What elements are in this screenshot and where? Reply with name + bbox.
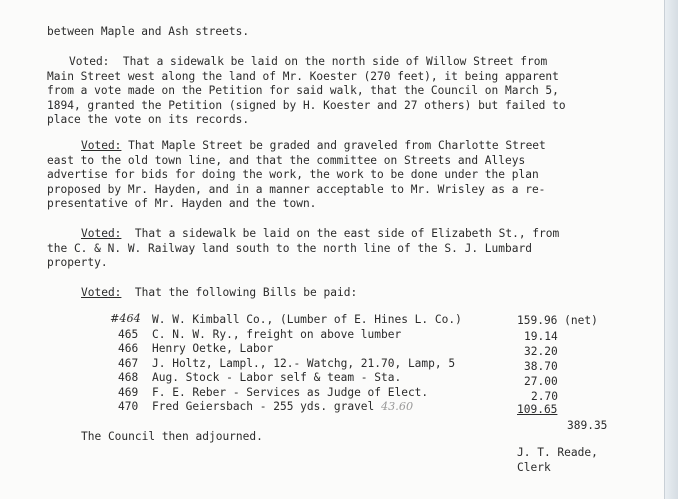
para4-text: That the following Bills be paid:	[134, 286, 358, 299]
para3-line-3: property.	[47, 256, 108, 269]
para2-first-line	[81, 139, 546, 153]
para1-line-2: Main Street west along the land of Mr. Koester (270 feet), it being apparent	[47, 69, 559, 83]
para1-line-4: 1894, granted the Petition (signed by H. Koester and 27 others) but failed to	[47, 98, 566, 112]
bill-amount: 38.70	[524, 360, 558, 373]
page-edge	[664, 0, 678, 499]
bill-description: Aug. Stock - Labor self & team - Sta.	[152, 371, 402, 384]
bill-amount: 109.65	[517, 403, 558, 416]
signature-title: Clerk	[517, 460, 551, 474]
bill-number: 470	[118, 400, 139, 413]
bill-amount: 2.70	[531, 390, 558, 403]
closing-line: The Council then adjourned.	[81, 430, 263, 443]
bill-amount: 19.14	[524, 330, 558, 343]
bill-description: Henry Oetke, Labor	[152, 342, 274, 355]
bill-amount: 32.20	[524, 345, 558, 358]
para1-line-1: That a sidewalk be laid on the north side of Willow Street from	[122, 55, 548, 68]
para3-line-2: the C. & N. W. Railway land south to the north line of the S. J. Lumbard	[47, 241, 532, 255]
para2-line-1: That Maple Street be graded and graveled from Charlotte Street	[128, 139, 546, 152]
para1-line-5: place the vote on its records.	[47, 113, 250, 126]
para1-line-3: from a vote made on the Petition for said walk, that the Council on March 5,	[47, 84, 559, 97]
bill-amount: 159.96 (net)	[517, 314, 598, 327]
para3-first-line	[81, 227, 559, 241]
para4-line	[81, 286, 357, 300]
para3-line-1: That a sidewalk be laid on the east side of Elizabeth St., from	[134, 227, 560, 240]
para2-voted-label: Voted:	[81, 139, 122, 152]
para1-first-line	[69, 55, 547, 69]
bill-handwritten-note: 43.60	[381, 400, 414, 413]
para2-line-3: advertise for bids for doing the work, the work to be done under the plan	[47, 168, 539, 181]
para2-line-2: east to the old town line, and that the committee on Streets and Alleys	[47, 153, 526, 167]
para1-voted-label: Voted:	[69, 55, 110, 68]
para3-voted-label: Voted:	[81, 227, 122, 240]
bill-number: 467	[118, 356, 139, 370]
bill-description	[152, 400, 413, 414]
bill-number: #464	[110, 312, 141, 325]
bill-number: 468	[118, 371, 139, 384]
bill-number: 469	[118, 385, 139, 399]
bill-description: J. Holtz, Lampl., 12.- Watchg, 21.70, Lamp, 5	[152, 356, 456, 370]
bill-number: 466	[118, 342, 139, 355]
signature-name: J. T. Reade,	[517, 446, 598, 459]
bill-description: W. W. Kimball Co., (Lumber of E. Hines L. Co.)	[152, 313, 462, 326]
bill-description: C. N. W. Ry., freight on above lumber	[152, 327, 402, 341]
para2-line-4: proposed by Mr. Hayden, and in a manner acceptable to Mr. Wrisley as a re-	[47, 182, 546, 196]
bill-description-text: Fred Geiersbach - 255 yds. gravel	[152, 400, 375, 413]
bill-amount: 27.00	[524, 375, 558, 388]
intro-line: between Maple and Ash streets.	[47, 25, 250, 38]
bill-number: 465	[118, 327, 139, 341]
bills-total: 389.35	[567, 419, 608, 432]
bill-description: F. E. Reber - Services as Judge of Elect.	[152, 385, 429, 399]
para2-line-5: presentative of Mr. Hayden and the town.	[47, 197, 317, 210]
para4-voted-label: Voted:	[81, 286, 122, 299]
